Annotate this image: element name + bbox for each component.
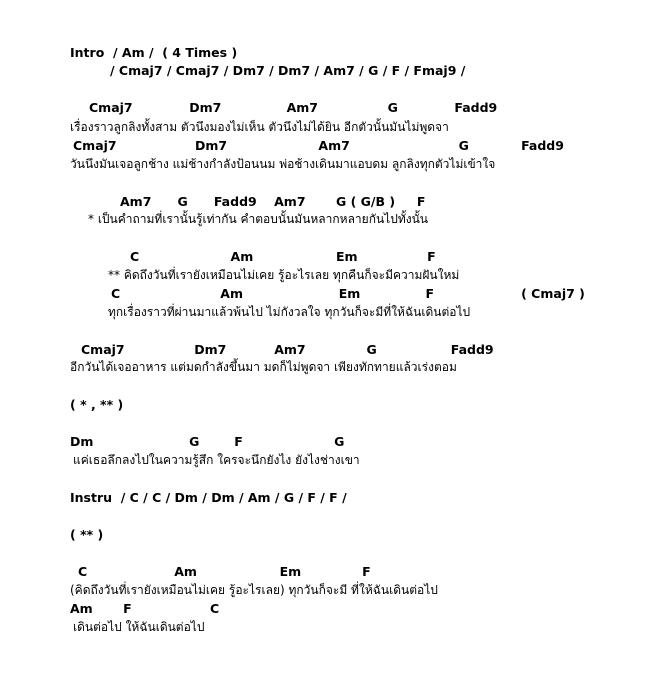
outro-lyric-1: (คิดถึงวันที่เรายังเหมือนไม่เคย รู้อะไรเลย) ทุกวันก็จะมี ที่ให้ฉันเดินต่อไป: [70, 583, 438, 597]
outro-lyric-2: เดินต่อไป ให้ฉันเดินต่อไป: [73, 620, 205, 634]
verse2-chords: Cmaj7 Dm7 Am7 G Fadd9: [81, 342, 494, 357]
intro-line: Intro / Am / ( 4 Times ): [70, 45, 238, 60]
chorus-chords-2: C Am Em F ( Cmaj7 ): [111, 286, 585, 301]
intro-chord-progression: / Cmaj7 / Cmaj7 / Dm7 / Dm7 / Am7 / G / F / Fmaj9 /: [110, 63, 466, 78]
bridge-chords: Dm G F G: [70, 434, 345, 449]
verse1-chords-2: Cmaj7 Dm7 Am7 G Fadd9: [73, 138, 564, 153]
verse1-lyric-1: เรื่องราวลูกลิงทั้งสาม ตัวนึงมองไม่เห็น ตัวนึงไม่ได้ยิน อีกตัวนั้นมันไม่พูดจา: [70, 120, 449, 134]
instrumental-line: Instru / C / C / Dm / Dm / Am / G / F / F /: [70, 490, 347, 505]
prechorus-chords: Am7 G Fadd9 Am7 G ( G/B ) F: [120, 194, 426, 209]
chorus-chords-1: C Am Em F: [130, 249, 436, 264]
repeat-marker-2: ( ** ): [70, 527, 104, 542]
verse1-chords-1: Cmaj7 Dm7 Am7 G Fadd9: [89, 100, 498, 115]
verse1-lyric-2: วันนึงมันเจอลูกช้าง แม่ช้างกำลังป้อนนม พ่อช้างเดินมาแอบดม ลูกลิงทุกตัวไม่เข้าใจ: [70, 157, 496, 171]
outro-chords-1: C Am Em F: [78, 564, 371, 579]
outro-chords-2: Am F C: [70, 601, 220, 616]
prechorus-lyric: * เป็นคำถามที่เรานั้นรู้เท่ากัน คำตอบนั้นมันหลากหลายกันไปทั้งนั้น: [88, 212, 428, 226]
chorus-lyric-1: ** คิดถึงวันที่เรายังเหมือนไม่เคย รู้อะไรเลย ทุกคืนก็จะมีความฝันใหม่: [108, 268, 460, 282]
repeat-marker: ( * , ** ): [70, 397, 124, 412]
verse2-lyric: อีกวันได้เจออาหาร แต่มดกำลังขึ้นมา มดก็ไม่พูดจา เพียงทักทายแล้วเร่งตอม: [70, 360, 457, 374]
chorus-lyric-2: ทุกเรื่องราวที่ผ่านมาแล้วพ้นไป ไม่กังวลใจ ทุกวันก็จะมีที่ให้ฉันเดินต่อไป: [108, 305, 471, 319]
bridge-lyric: แค่เธอลึกลงไปในความรู้สึก ใครจะนึกยังไง ยังไงช่างเขา: [73, 453, 360, 467]
